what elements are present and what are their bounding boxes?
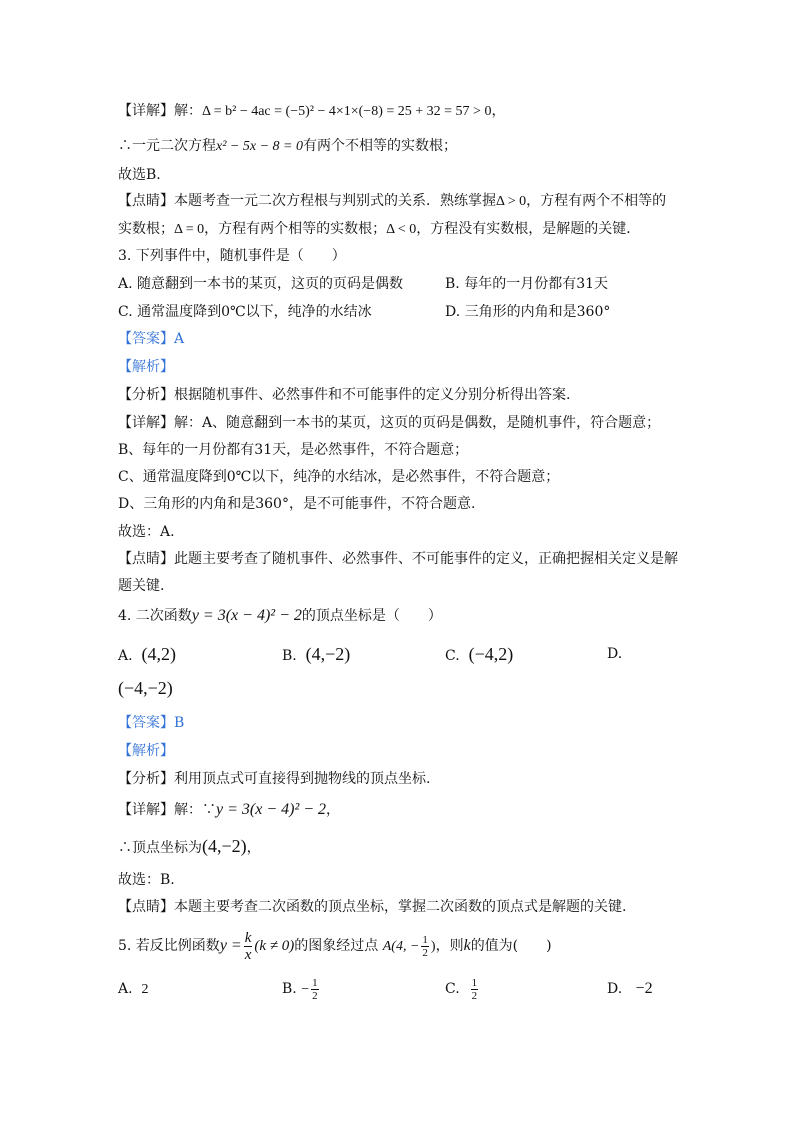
q5-ask-end: 的值为( ) (470, 938, 552, 954)
q3-comment-2: 题关键. (118, 578, 165, 594)
q4-choose: 故选：B. (118, 872, 175, 888)
q3-stem: 3. 下列事件中，随机事件是（ ） (118, 248, 346, 264)
fraction-denominator: x (244, 946, 252, 963)
point-close: ) (430, 939, 436, 954)
half-fraction (421, 934, 429, 959)
q3-detail-1: 【详解】解：A、随意翻到一本书的某页，这页的页码是偶数，是随机事件，符合题意； (118, 415, 661, 431)
fraction-numerator: 1 (471, 976, 478, 989)
vertex-coordinate: (4,−2) (202, 836, 247, 856)
fraction-numerator: 1 (312, 976, 318, 989)
q3-detail-4: D、三角形的内角和是360°，是不可能事件，不符合题意. (118, 496, 476, 512)
detail-prefix: 【详解】解： (118, 103, 202, 119)
discriminant-equation: Δ = b² − 4ac = (−5)² − 4×1×(−8) = 25 + 32 = 57 > 0 (202, 104, 492, 119)
k-symbol: k (463, 937, 471, 954)
q3-analysis-heading: 【解析】 (118, 359, 174, 375)
option-label: D. (607, 646, 623, 662)
comment-text: 【点睛】本题考查一元二次方程根与判别式的关系．熟练掌握 (118, 193, 496, 209)
q5-option-a (118, 979, 148, 1000)
comment-text: 实数根； (118, 221, 174, 237)
choose-line: 故选B. (118, 167, 161, 183)
detail-line (118, 101, 505, 122)
k-over-x-fraction (244, 930, 253, 963)
comment-line-1 (118, 191, 666, 212)
option-value: (4,−2) (305, 644, 351, 664)
fraction-denominator: 2 (471, 989, 478, 1002)
math-delta-eq: Δ = 0 (174, 222, 205, 237)
q3-comment-1: 【点睛】此题主要考查了随机事件、必然事件、不可能事件的定义，正确把握相关定义是解 (118, 551, 678, 567)
q5-option-c (445, 975, 480, 1003)
q3-detail-2: B、每年的一月份都有31天，是必然事件，不符合题意； (118, 442, 469, 458)
q4-comment: 【点睛】本题主要考查二次函数的顶点坐标，掌握二次函数的顶点式是解题的关键. (118, 899, 627, 915)
comment-text: ，方程有两个不相等的 (526, 193, 667, 209)
result-text: ∴顶点坐标为 (118, 840, 202, 856)
option-label: A. (118, 648, 133, 664)
detail-text: 【详解】解：∵ (118, 802, 216, 818)
option-label: A. (118, 981, 133, 997)
q4-stem-end: 的顶点坐标是（ ） (301, 608, 442, 624)
comment-line-2 (118, 219, 640, 240)
math-delta-gt: Δ > 0 (496, 194, 527, 209)
q5-option-b (282, 975, 321, 1004)
conclusion-text-end: 有两个不相等的实数根； (302, 138, 457, 154)
q3-detail-3: C、通常温度降到0℃以下，纯净的水结冰，是必然事件，不符合题意； (118, 469, 560, 485)
q5-stem-mid: 的图象经过点 (294, 938, 379, 954)
q3-option-a: A. 随意翻到一本书的某页，这页的页码是偶数 (118, 276, 404, 292)
math-delta-lt: Δ < 0 (386, 222, 417, 237)
q4-option-d (607, 644, 622, 664)
option-label: B. (282, 981, 297, 997)
minus-sign: − (301, 982, 310, 997)
q4-option-c (445, 644, 513, 666)
q5-stem (118, 928, 552, 965)
fraction-numerator: 1 (422, 933, 428, 946)
q4-result (118, 836, 261, 858)
option-label: D. (607, 981, 623, 997)
half-fraction (311, 977, 319, 1002)
punct: ， (491, 103, 506, 119)
k-condition: (k ≠ 0) (254, 938, 295, 954)
option-value: (−4,−2) (118, 678, 173, 698)
option-label: C. (445, 981, 460, 997)
fraction-numerator: k (244, 929, 252, 946)
q4-option-d-value (118, 678, 173, 700)
q5-stem-text: 5. 若反比例函数 (118, 938, 220, 954)
q4-stem-text: 4. 二次函数 (118, 608, 192, 624)
comment-text: ，方程没有实数根，是解题的关键． (416, 221, 641, 237)
punct: ， (246, 840, 261, 856)
q4-answer: 【答案】B (118, 715, 185, 731)
option-value: −2 (635, 980, 653, 997)
option-value: (−4,2) (468, 644, 514, 664)
q4-detail (118, 800, 340, 820)
q4-analysis-heading: 【解析】 (118, 743, 174, 759)
q3-option-b: B. 每年的一月份都有31天 (445, 276, 609, 292)
option-label: C. (445, 648, 460, 664)
option-label: B. (282, 648, 297, 664)
punct: ， (326, 802, 341, 818)
point-a: A(4, − (382, 939, 420, 954)
math-y-eq: y = (219, 937, 242, 954)
q4-detail-function: y = 3(x − 4)² − 2 (216, 801, 327, 818)
q4-stem (118, 606, 442, 626)
q4-option-a (118, 644, 176, 666)
q3-option-c: C. 通常温度降到0℃以下，纯净的水结冰 (118, 304, 372, 320)
q4-function: y = 3(x − 4)² − 2 (191, 607, 302, 624)
q4-fenxi: 【分析】利用顶点式可直接得到抛物线的顶点坐标. (118, 771, 431, 787)
option-value: 2 (141, 982, 149, 997)
fraction-denominator: 2 (422, 946, 428, 959)
q3-option-d: D. 三角形的内角和是360° (445, 304, 611, 320)
q4-option-b (282, 644, 350, 666)
quadratic-equation: x² − 5x − 8 = 0 (216, 139, 303, 154)
conclusion-text: ∴一元二次方程 (118, 138, 216, 154)
half-fraction (471, 977, 479, 1002)
q3-answer: 【答案】A (118, 331, 185, 347)
comment-text: ，方程有两个相等的实数根； (204, 221, 387, 237)
option-value: (4,2) (141, 644, 176, 664)
q3-choose: 故选：A. (118, 524, 175, 540)
q5-ask: ，则 (435, 938, 464, 954)
fraction-denominator: 2 (312, 989, 318, 1002)
q5-option-d (607, 979, 653, 999)
conclusion-line (118, 136, 457, 157)
q3-fenxi: 【分析】根据随机事件、必然事件和不可能事件的定义分别分析得出答案. (118, 387, 571, 403)
